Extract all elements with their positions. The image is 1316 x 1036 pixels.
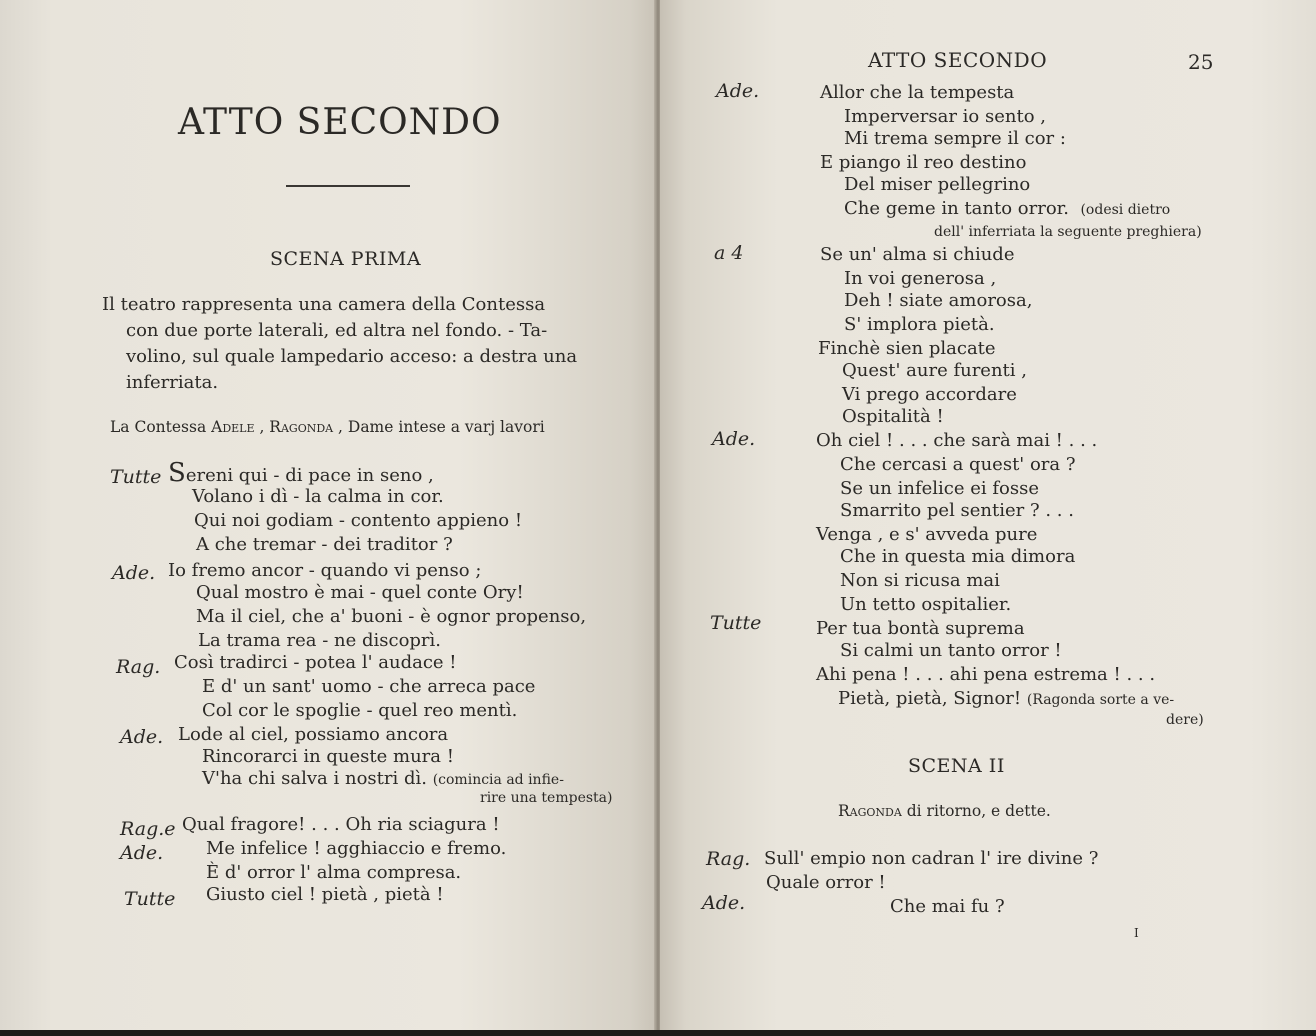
act-title: ATTO SECONDO [178, 102, 502, 143]
verse-line: Me infelice ! agghiaccio e fremo. [206, 838, 507, 859]
scene-heading: SCENA II [908, 755, 1005, 777]
left-page [0, 0, 656, 1036]
verse-line: A che tremar - dei traditor ? [196, 534, 453, 555]
stage-description [102, 292, 612, 396]
verse-line: Sull' empio non cadran l' ire divine ? [764, 848, 1099, 869]
verse-line: Ma il ciel, che a' buoni - è ognor propenso, [196, 606, 587, 627]
verse-line [838, 688, 1174, 709]
speaker-label: a 4 [714, 242, 744, 264]
cast-text: La Contessa [110, 418, 212, 436]
right-page [660, 0, 1316, 1036]
verse-line: Imperversar io sento , [844, 106, 1046, 127]
verse-line: Si calmi un tanto orror ! [840, 640, 1062, 661]
verse-line: Mi trema sempre il cor : [844, 128, 1066, 149]
verse-line: Del miser pellegrino [844, 174, 1031, 195]
verse-line: Oh ciel ! . . . che sarà mai ! . . . [816, 430, 1098, 451]
speaker-label: Tutte [110, 466, 162, 488]
speaker-label: Ade. [716, 80, 760, 102]
verse-line [844, 198, 1170, 219]
verse-line: In voi generosa , [844, 268, 997, 289]
page-number: 25 [1188, 50, 1214, 74]
verse-line: Smarrito pel sentier ? . . . [840, 500, 1074, 521]
scene-heading: SCENA PRIMA [270, 248, 422, 270]
verse-line [168, 458, 434, 488]
description-line: volino, sul quale lampedario acceso: a destra una [126, 346, 578, 367]
stage-direction: dell' inferriata la seguente preghiera) [934, 224, 1202, 240]
stage-direction: (comincia ad infie- [432, 772, 564, 788]
verse-line: Giusto ciel ! pietà , pietà ! [206, 884, 444, 905]
verse-line: Che mai fu ? [890, 896, 1005, 917]
stage-direction: (odesi dietro [1080, 202, 1171, 218]
verse-line: Io fremo ancor - quando vi penso ; [168, 560, 482, 581]
verse-line: Se un' alma si chiude [820, 244, 1015, 265]
verse-text: Pietà, pietà, Signor! [838, 688, 1022, 709]
verse-line: Allor che la tempesta [820, 82, 1015, 103]
stage-direction: rire una tempesta) [480, 790, 613, 806]
character-name: Ragonda [269, 418, 334, 436]
speaker-label: Tutte [710, 612, 762, 634]
speaker-label: Ade. [112, 562, 156, 584]
speaker-label: Rag. [706, 848, 751, 870]
verse-line: Rincorarci in queste mura ! [202, 746, 454, 767]
cast-text: , Dame intese a varj lavori [333, 418, 545, 436]
speaker-label: Rag.e [120, 818, 176, 840]
description-line: con due porte laterali, ed altra nel fondo. - Ta- [126, 320, 548, 341]
verse-line: La trama rea - ne discoprì. [198, 630, 442, 651]
verse-line: Un tetto ospitalier. [840, 594, 1012, 615]
verse-line: Ospitalità ! [842, 406, 944, 427]
speaker-label: Ade. [702, 892, 746, 914]
cast-text: di ritorno, e dette. [901, 802, 1051, 820]
verse-line: Per tua bontà suprema [816, 618, 1025, 639]
verse-line: Col cor le spoglie - quel reo mentì. [202, 700, 518, 721]
verse-line: Qui noi godiam - contento appieno ! [194, 510, 523, 531]
character-name: Adele [211, 418, 255, 436]
cast-list [110, 418, 545, 436]
verse-text: ereni qui - di pace in seno , [185, 465, 434, 486]
cast-text: , [254, 418, 270, 436]
running-head: ATTO SECONDO [868, 48, 1048, 72]
verse-line: Quest' aure furenti , [842, 360, 1027, 381]
verse-line: Deh ! siate amorosa, [844, 290, 1033, 311]
stage-direction: (Ragonda sorte a ve- [1026, 692, 1175, 708]
verse-line: Qual fragore! . . . Oh ria sciagura ! [182, 814, 500, 835]
verse-text: Che geme in tanto orror. [844, 198, 1070, 219]
verse-line: Quale orror ! [766, 872, 886, 893]
book-edge [0, 1030, 1316, 1036]
verse-line: È d' orror l' alma compresa. [206, 862, 462, 883]
verse-line: Finchè sien placate [818, 338, 996, 359]
description-line: inferriata. [126, 372, 219, 393]
description-line: Il teatro rappresenta una camera della Contessa [102, 294, 546, 315]
speaker-label: Rag. [116, 656, 161, 678]
verse-line: E d' un sant' uomo - che arreca pace [202, 676, 536, 697]
speaker-label: Ade. [712, 428, 756, 450]
verse-line: Ahi pena ! . . . ahi pena estrema ! . . . [816, 664, 1156, 685]
verse-line: Lode al ciel, possiamo ancora [178, 724, 449, 745]
verse-line: Non si ricusa mai [840, 570, 1000, 591]
verse-line: S' implora pietà. [844, 314, 995, 335]
cast-list [838, 802, 1051, 820]
verse-line: Che in questa mia dimora [840, 546, 1076, 567]
verse-line: Vi prego accordare [842, 384, 1017, 405]
verse-line: Volano i dì - la calma in cor. [192, 486, 444, 507]
speaker-label: Ade. [120, 842, 164, 864]
verse-line: Se un infelice ei fosse [840, 478, 1040, 499]
verse-line: Venga , e s' avveda pure [816, 524, 1038, 545]
character-name: Ragonda [838, 802, 902, 820]
signature-mark: I [1134, 926, 1139, 940]
verse-line [202, 768, 564, 789]
verse-line: E piango il reo destino [820, 152, 1027, 173]
verse-text: V'ha chi salva i nostri dì. [202, 768, 427, 789]
verse-line: Che cercasi a quest' ora ? [840, 454, 1076, 475]
stage-direction: dere) [1166, 712, 1204, 728]
speaker-label: Tutte [124, 888, 176, 910]
speaker-label: Ade. [120, 726, 164, 748]
drop-cap: S [168, 458, 186, 488]
verse-line: Qual mostro è mai - quel conte Ory! [196, 582, 524, 603]
verse-line: Così tradirci - potea l' audace ! [174, 652, 457, 673]
title-rule [286, 185, 410, 187]
